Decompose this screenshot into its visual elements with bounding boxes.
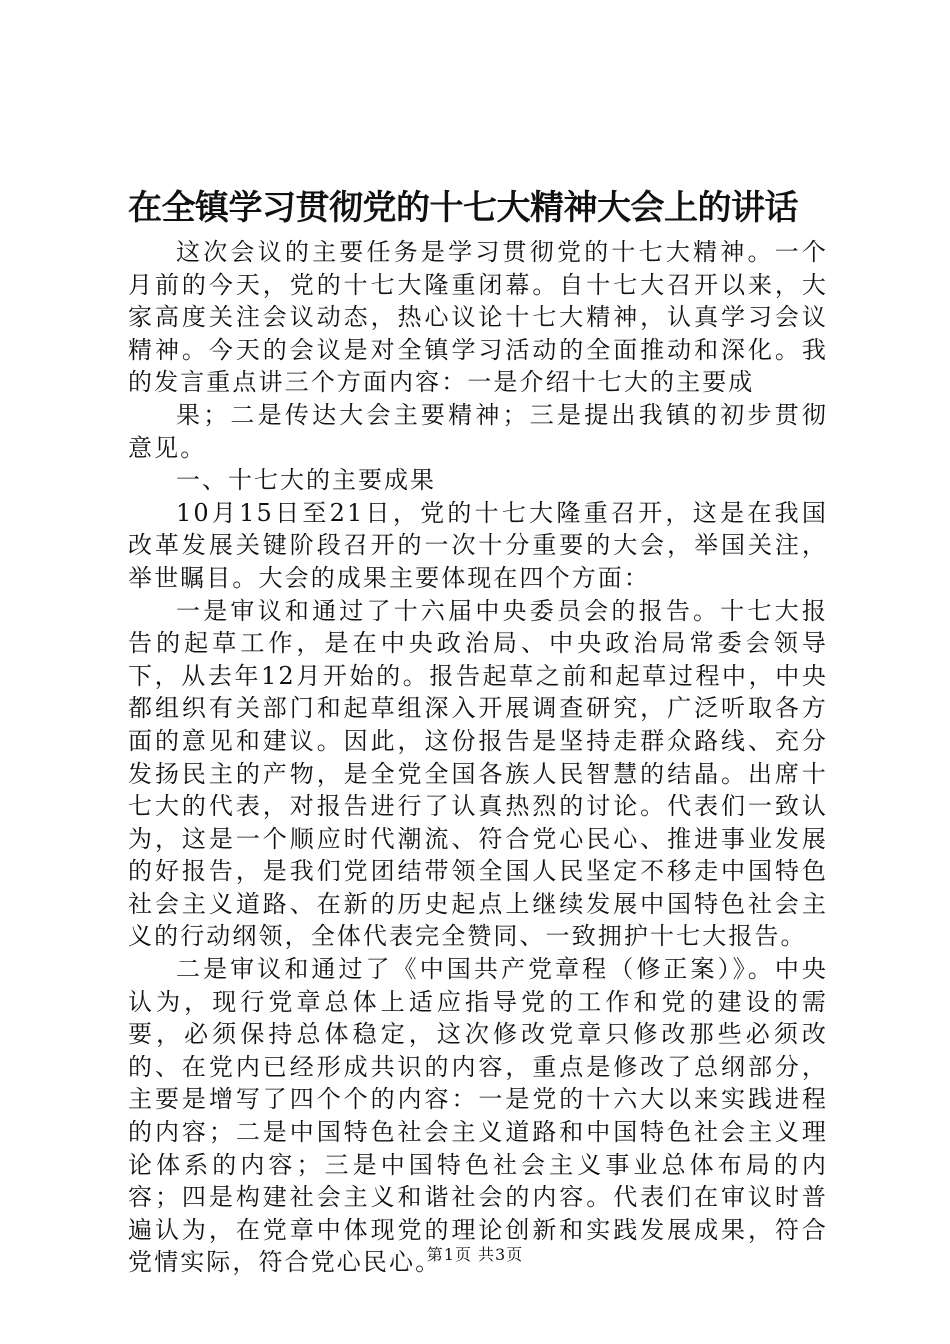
page-footer: 第1页 共3页 bbox=[426, 1245, 524, 1264]
paragraph-charter-amendment: 二是审议和通过了《中国共产党章程（修正案）》。中央认为，现行党章总体上适应指导党的工作和党的建设的需要，必须保持总体稳定，这次修改党章只修改那些必须改的、在党内已经形成共识的内容，重点是修改了总纲部分，主要是增写了四个个的内容：一是党的十六大以来实践进程的内容；二是中国特色社会主义道路和中国特色社会主义理论体系的内容；三是中国特色社会主义事业总体布局的内容；四是构建社会主义和谐社会的内容。代表们在审议时普遍认为，在党章中体现党的理论创新和实践发展成果，符合党情实际，符合党心民心。 bbox=[128, 955, 828, 1277]
section-heading-1: 一、十七大的主要成果 bbox=[176, 466, 436, 495]
paragraph-intro-continued: 果；二是传达大会主要精神；三是提出我镇的初步贯彻意见。 bbox=[128, 400, 828, 462]
document-body bbox=[128, 236, 828, 1279]
paragraph-intro: 这次会议的主要任务是学习贯彻党的十七大精神。一个月前的今天，党的十七大隆重闭幕。自十七大召开以来，大家高度关注会议动态，热心议论十七大精神，认真学习会议精神。今天的会议是对全镇学习活动的全面推动和深化。我的发言重点讲三个方面内容：一是介绍十七大的主要成 bbox=[128, 238, 828, 397]
document-title: 在全镇学习贯彻党的十七大精神大会上的讲话 bbox=[128, 188, 798, 228]
paragraph-report-approval: 一是审议和通过了十六届中央委员会的报告。十七大报告的起草工作，是在中央政治局、中央政治局常委会领导下，从去年12月开始的。报告起草之前和起草过程中，中央都组织有关部门和起草组深入开展调查研究，广泛听取各方面的意见和建议。因此，这份报告是坚持走群众路线、充分发扬民主的产物，是全党全国各族人民智慧的结晶。出席十七大的代表，对报告进行了认真热烈的讨论。代表们一致认为，这是一个顺应时代潮流、符合党心民心、推进事业发展的好报告，是我们党团结带领全国人民坚定不移走中国特色社会主义道路、在新的历史起点上继续发展中国特色社会主义的行动纲领，全体代表完全赞同、一致拥护十七大报告。 bbox=[128, 596, 828, 951]
paragraph-congress-overview: 10月15日至21日，党的十七大隆重召开，这是在我国改革发展关键阶段召开的一次十分重要的大会，举国关注，举世瞩目。大会的成果主要体现在四个方面： bbox=[128, 498, 828, 592]
